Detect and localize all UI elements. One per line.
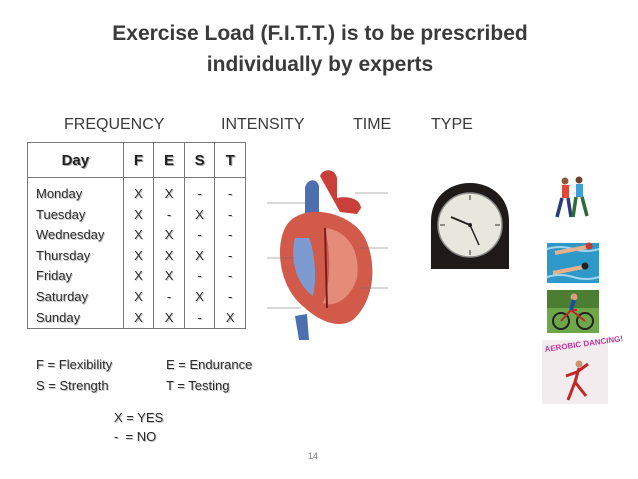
header-intensity: INTENSITY — [221, 116, 305, 133]
fitt-table — [27, 142, 246, 329]
aerobic-dancing-album-icon — [542, 334, 624, 404]
day-cell: Wednesday — [36, 227, 105, 243]
title-line-2: individually by experts — [206, 53, 434, 76]
s-cell: X — [195, 247, 204, 263]
t-cell: - — [228, 206, 233, 222]
col-header-e: E — [154, 143, 185, 178]
f-cell: X — [134, 247, 143, 263]
s-column — [184, 178, 215, 329]
col-header-day: Day — [28, 143, 124, 178]
header-time: TIME — [353, 116, 392, 133]
e-cell: - — [166, 288, 172, 304]
header-frequency: FREQUENCY — [64, 116, 165, 133]
slide-title — [60, 18, 580, 80]
col-header-s: S — [184, 143, 215, 178]
header-type: TYPE — [431, 116, 473, 133]
day-cell: Monday — [36, 186, 83, 201]
e-cell: X — [164, 247, 174, 263]
legend-no: - = NO — [114, 429, 157, 444]
t-cell: - — [228, 227, 233, 243]
legend-testing: T = Testing — [166, 378, 230, 393]
t-column — [215, 178, 246, 329]
f-cell: X — [134, 288, 143, 304]
t-cell: X — [225, 309, 235, 325]
f-cell: X — [134, 309, 143, 325]
page-number: 14 — [308, 451, 319, 461]
col-header-t: T — [215, 143, 246, 178]
s-cell: - — [197, 227, 202, 243]
e-cell: X — [164, 186, 174, 201]
t-cell: - — [228, 247, 233, 263]
f-column — [123, 178, 154, 329]
table-header-row — [28, 143, 246, 178]
day-column — [28, 178, 124, 329]
legend-endurance: E = Endurance — [166, 357, 253, 372]
f-cell: X — [134, 206, 143, 222]
col-header-f: F — [123, 143, 154, 178]
e-cell: X — [164, 268, 174, 284]
s-cell: - — [197, 268, 202, 284]
aerobics-album-title: AEROBIC DANCING! — [544, 334, 624, 354]
cycling-photo-icon — [547, 290, 599, 333]
t-cell: - — [228, 186, 233, 201]
s-cell: X — [195, 288, 204, 304]
day-cell: Sunday — [36, 309, 81, 325]
clock-icon — [427, 181, 513, 271]
s-cell: - — [197, 186, 202, 201]
e-cell: - — [166, 206, 172, 222]
day-cell: Tuesday — [36, 206, 86, 222]
heart-diagram-icon — [265, 168, 390, 343]
f-cell: X — [134, 186, 143, 201]
walking-photo-icon — [551, 175, 593, 221]
t-cell: - — [228, 288, 233, 304]
e-cell: X — [164, 227, 174, 243]
t-cell: - — [228, 268, 233, 284]
e-cell: X — [164, 309, 174, 325]
table-body-row — [28, 178, 246, 329]
legend-strength: S = Strength — [36, 378, 109, 393]
f-cell: X — [134, 227, 143, 243]
s-cell: - — [197, 309, 202, 325]
title-line-1: Exercise Load (F.I.T.T.) is to be prescribed — [112, 22, 528, 45]
swimming-photo-icon — [547, 229, 599, 283]
e-column — [154, 178, 185, 329]
f-cell: X — [134, 268, 143, 284]
legend-yes: X = YES — [114, 410, 164, 425]
day-cell: Friday — [36, 268, 73, 284]
legend-flexibility: F = Flexibility — [36, 357, 113, 372]
day-cell: Thursday — [36, 247, 91, 263]
s-cell: X — [195, 206, 204, 222]
day-cell: Saturday — [36, 288, 89, 304]
